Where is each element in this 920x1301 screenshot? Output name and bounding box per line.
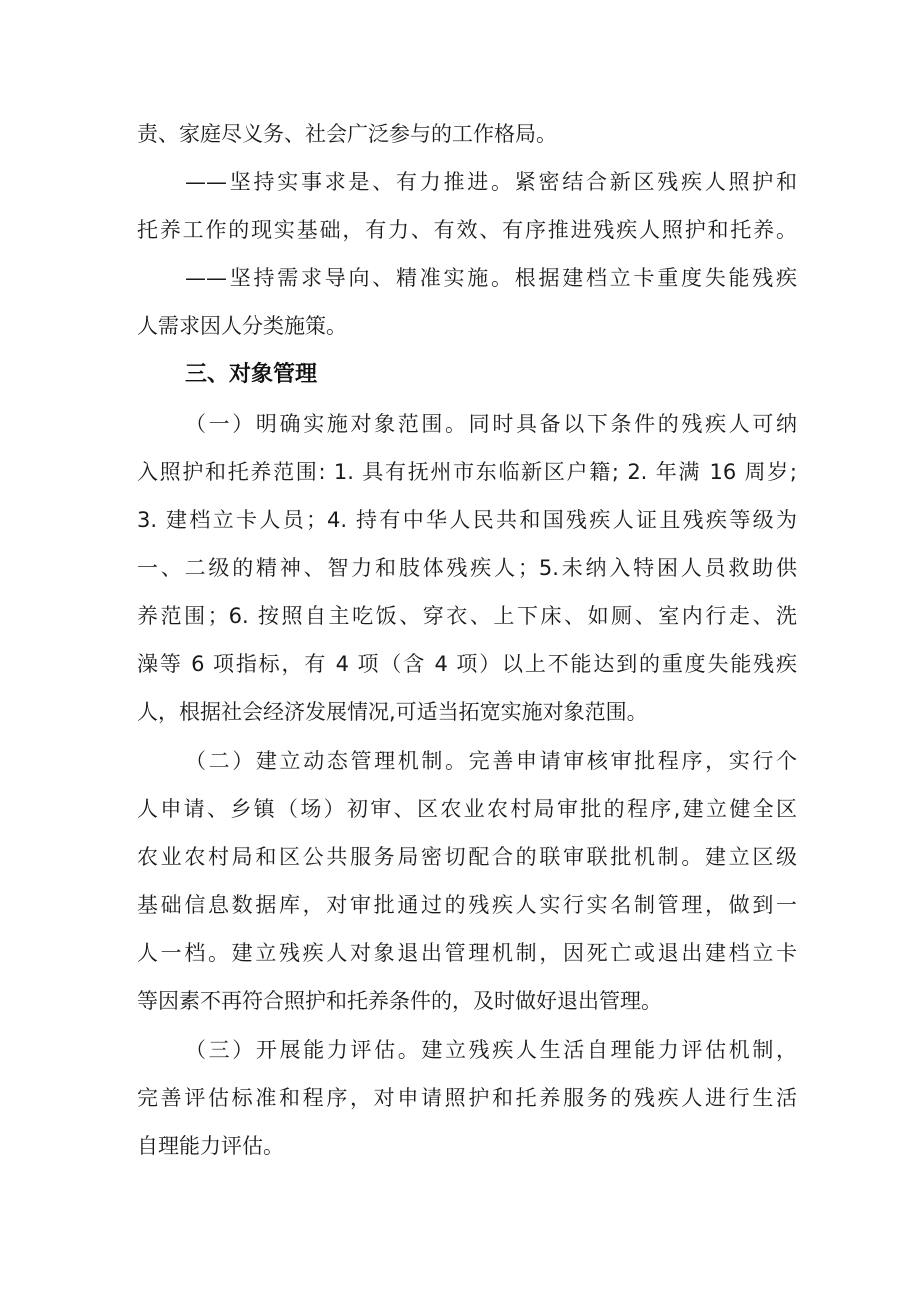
section-heading: 三、对象管理 [185,362,318,387]
body-text-line: 农业农村局和区公共服务局密切配合的联审联批机制。建立区级 [137,845,797,869]
body-text-line: 人需求因人分类施策。 [137,314,347,338]
body-text-line: ——坚持需求导向、精准实施。根据建档立卡重度失能残疾 [185,266,797,290]
body-text-line: 一、二级的精神、智力和肢体残疾人；5.未纳入特困人员救助供 [137,556,797,580]
body-text-line: 入照护和托养范围: 1. 具有抚州市东临新区户籍; 2. 年满 16 周岁; [137,460,797,484]
body-text-line: ——坚持实事求是、有力推进。紧密结合新区残疾人照护和 [185,170,797,194]
body-text-line: （三）开展能力评估。建立残疾人生活自理能力评估机制， [185,1038,797,1062]
body-text-line: 完善评估标准和程序，对申请照护和托养服务的残疾人进行生活 [137,1086,797,1110]
body-text-line: （一）明确实施对象范围。同时具备以下条件的残疾人可纳 [185,412,797,436]
body-text-line: 等因素不再符合照护和托养条件的，及时做好退出管理。 [137,989,662,1013]
body-text-line: 人，根据社会经济发展情况,可适当拓宽实施对象范围。 [137,700,648,724]
body-text-line: 3. 建档立卡人员；4. 持有中华人民共和国残疾人证且残疾等级为 [137,508,797,532]
body-text-line: 人申请、乡镇（场）初审、区农业农村局审批的程序,建立健全区 [137,797,797,821]
body-text-line: 澡等 6 项指标，有 4 项（含 4 项）以上不能达到的重度失能残疾 [137,652,797,676]
body-text-line: 托养工作的现实基础，有力、有效、有序推进残疾人照护和托养。 [137,218,797,242]
body-text-line: （二）建立动态管理机制。完善申请审核审批程序，实行个 [185,749,797,773]
body-text-line: 养范围；6. 按照自主吃饭、穿衣、上下床、如厕、室内行走、洗 [137,604,797,628]
body-text-line: 基础信息数据库，对审批通过的残疾人实行实名制管理，做到一 [137,893,797,917]
body-text-line: 人一档。建立残疾人对象退出管理机制，因死亡或退出建档立卡 [137,941,797,965]
body-text-line: 责、家庭尽义务、社会广泛参与的工作格局。 [137,122,557,146]
body-text-line: 自理能力评估。 [137,1134,284,1158]
